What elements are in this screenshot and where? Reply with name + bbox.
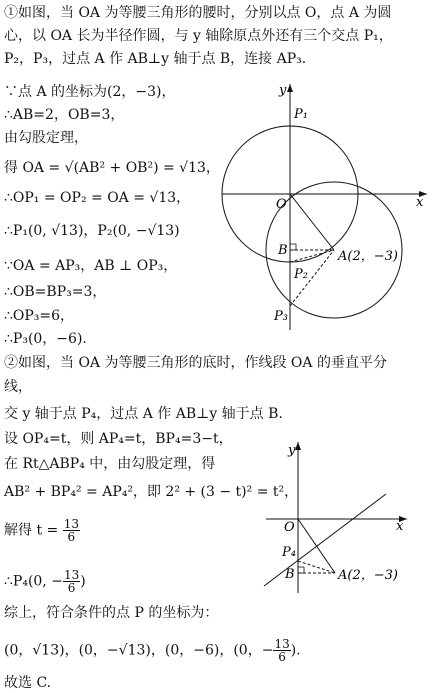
summary-points-prefix: (0，√13)，(0，−√13)，(0，−6)，(0，− [4, 642, 274, 659]
case2-line-7 [4, 518, 80, 543]
fig1-label-p3: P₃ [274, 309, 288, 324]
fig1-segment-ap2 [290, 250, 334, 262]
case2-p4-den: 6 [67, 581, 76, 595]
fig2-label-y: y [288, 443, 296, 458]
fig1-label-a: A(2，−3) [338, 249, 398, 264]
fig2-y-arrow [295, 442, 301, 450]
summary-line-2 [4, 638, 301, 663]
case1-line-6: 由勾股定理， [4, 130, 88, 146]
case2-solve-prefix: 解得 t = [4, 522, 59, 539]
case2-line-5: 在 Rt△ABP₄ 中，由勾股定理，得 [4, 456, 216, 472]
case1-line-4: ∵点 A 的坐标为(2，−3)， [4, 84, 176, 100]
fig2-label-x: x [396, 519, 404, 534]
case2-p4-suffix: ) [80, 573, 86, 590]
case1-line-1: ①如图，当 OA 为等腰三角形的腰时，分别以点 O，点 A 为圆 [4, 5, 392, 21]
summary-answer: 故选 C. [4, 675, 52, 691]
fig2-label-b: B [285, 567, 295, 582]
case2-line-3: 交 y 轴于点 P₄，过点 A 作 AB⊥y 轴于点 B. [4, 406, 283, 422]
fig1-label-p1: P₁ [294, 107, 308, 122]
fig2-segment-oa [298, 519, 335, 573]
case2-line-6: AB² + BP₄² = AP₄²，即 2² + (3 − t)² = t²， [4, 484, 299, 500]
case2-line-4: 设 OP₄=t，则 AP₄=t，BP₄=3−t， [4, 431, 233, 447]
figure-2-diagram [262, 438, 437, 598]
fig2-label-p4: P₄ [282, 545, 296, 560]
case1-line-5: ∴AB=2，OB=3， [4, 107, 125, 123]
fig2-right-angle [298, 567, 304, 573]
summary-fraction [273, 638, 290, 663]
case1-line-7: 得 OA = √(AB² + OB²) = √13， [4, 160, 220, 176]
case1-line-2: 心，以 OA 长为半径作圆，与 y 轴除原点外还有三个交点 P₁， [4, 28, 393, 44]
fig1-right-angle [290, 244, 296, 250]
case1-line-12: ∴OP₃=6， [4, 308, 75, 324]
case2-solve-den: 6 [67, 530, 76, 544]
case2-p4-fraction [63, 569, 80, 594]
fig1-label-x: x [416, 195, 424, 210]
summary-line-1: 综上，符合条件的点 P 的坐标为： [4, 605, 219, 621]
fig1-label-y: y [279, 83, 287, 98]
case1-line-3: P₂，P₃，过点 A 作 AB⊥y 轴于点 B，连接 AP₃. [4, 51, 307, 67]
case1-line-13: ∴P₃(0，−6). [4, 331, 87, 347]
case2-line-2: 线， [4, 379, 32, 395]
case1-line-11: ∴OB=BP₃=3， [4, 284, 107, 300]
case2-solve-num: 13 [63, 517, 79, 531]
case2-line-8 [4, 569, 86, 594]
summary-den: 6 [278, 650, 286, 664]
fig1-segment-oa [290, 194, 334, 250]
case2-p4-prefix: ∴P₄(0, − [4, 573, 63, 590]
summary-num: 13 [274, 637, 290, 651]
fig1-label-p2: P₂ [294, 267, 308, 282]
summary-points-suffix: ). [290, 642, 301, 659]
fig1-label-o: O [276, 197, 287, 212]
case1-line-9: ∴P₁(0, √13)，P₂(0, −√13) [4, 223, 180, 239]
case2-solve-fraction [63, 518, 80, 543]
case2-line-1: ②如图，当 OA 为等腰三角形的底时，作线段 OA 的垂直平分 [4, 355, 387, 371]
fig2-label-o: O [284, 520, 295, 535]
case1-line-8: ∴OP₁ = OP₂ = OA = √13， [4, 190, 191, 206]
case1-line-10: ∵OA = AP₃，AB ⊥ OP₃， [4, 258, 178, 274]
fig1-y-arrow [287, 84, 293, 92]
fig2-label-a: A(2，−3) [338, 568, 398, 583]
fig1-label-b: B [278, 243, 288, 258]
case2-p4-num: 13 [63, 568, 80, 582]
figure-1-diagram [212, 82, 437, 332]
